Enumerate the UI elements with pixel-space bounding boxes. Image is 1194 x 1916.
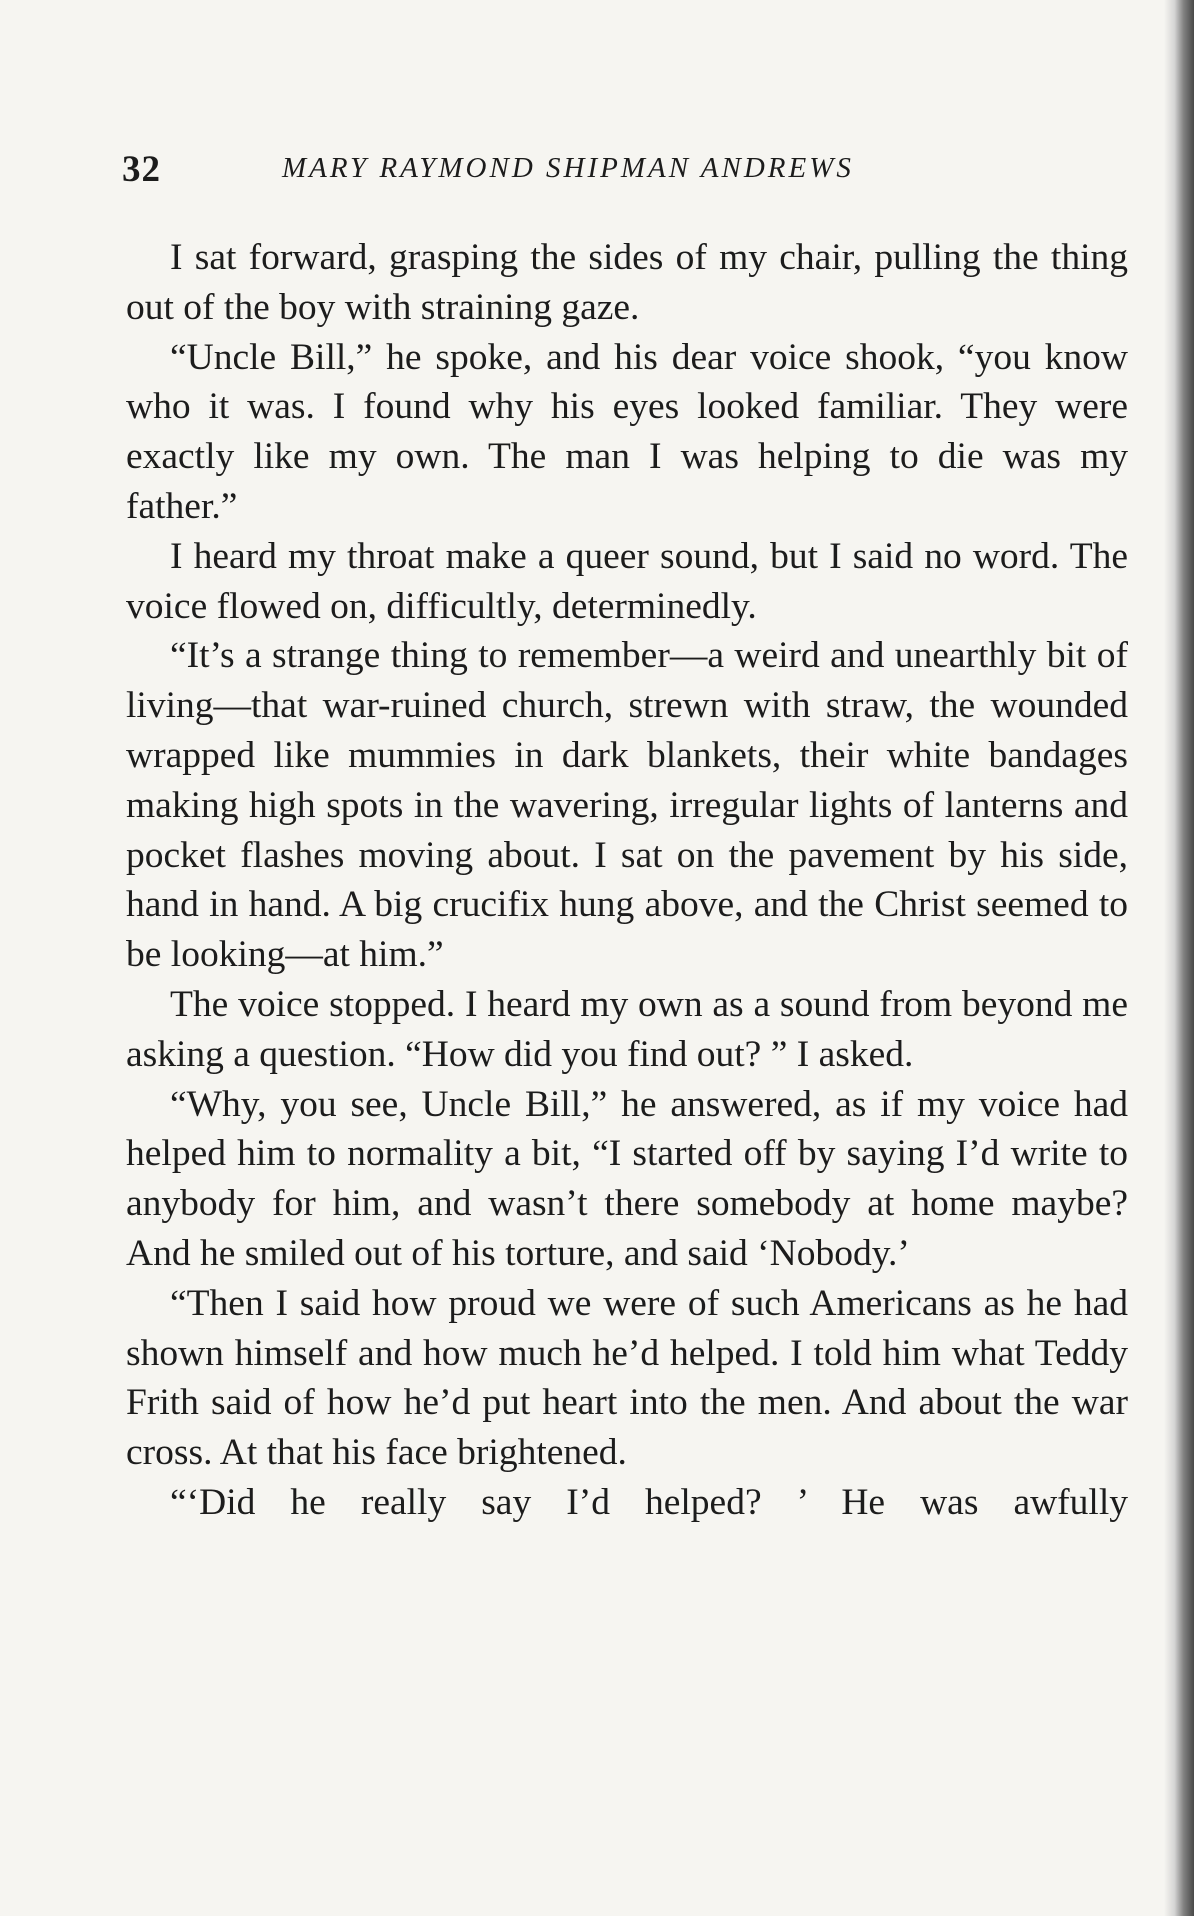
paragraph: “Then I said how proud we were of such Americans as he had shown himself and how much he’d helped. I told him what Teddy Frith said of how he’d put heart into the men. And about the war cross. At that his face brightened. [126, 1282, 1128, 1474]
page-binding-edge [1164, 0, 1194, 1916]
page-number: 32 [122, 149, 161, 190]
paragraph: “It’s a strange thing to remember—a weird and unearthly bit of living—that war-ruined church, strewn with straw, the wounded wrapped like mummies in dark blankets, their white bandages making high spots in the wavering, irregular lights of lanterns and pocket flashes moving about. I sat on the pavement by his side, hand in hand. A big crucifix hung above, and the Christ seemed to be looking—at him.” [126, 635, 1128, 976]
paragraph: “Why, you see, Uncle Bill,” he answered, as if my voice had helped him to normality a bit, “I started off by saying I’d write to anybody for him, and wasn’t there somebody at home maybe? And he smiled out of his torture, and said ‘Nobody.’ [126, 1083, 1128, 1274]
paragraph: The voice stopped. I heard my own as a sound from beyond me asking a question. “How did you find out? ” I asked. [126, 983, 1128, 1075]
paragraph: I heard my throat make a queer sound, but I said no word. The voice flowed on, difficultly, determinedly. [126, 535, 1128, 627]
page-header [122, 148, 1132, 194]
running-head: MARY RAYMOND SHIPMAN ANDREWS [282, 152, 854, 184]
paragraph: “Uncle Bill,” he spoke, and his dear voice shook, “you know who it was. I found why his eyes looked familiar. They were exactly like my own. The man I was helping to die was my father.” [126, 336, 1128, 527]
paragraph: “‘Did he really say I’d helped? ’ He was awfully [170, 1481, 1128, 1523]
paragraph: I sat forward, grasping the sides of my chair, pulling the thing out of the boy with straining gaze. [126, 237, 1128, 328]
body-text [126, 233, 1128, 1528]
